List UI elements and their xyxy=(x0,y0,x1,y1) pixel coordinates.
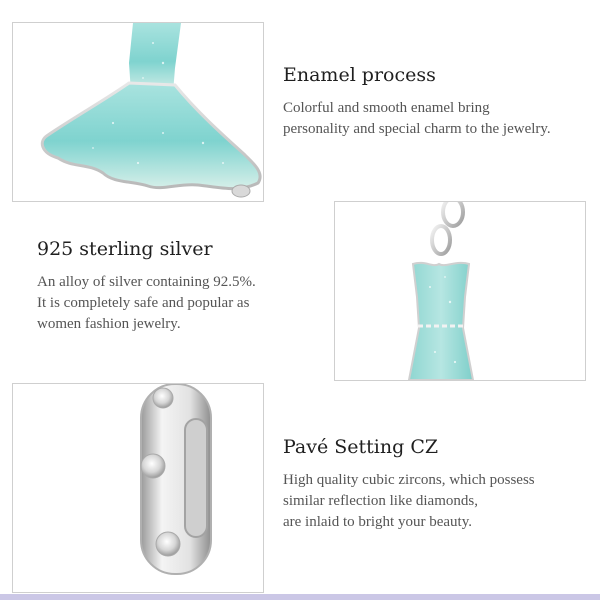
mermaid-tail-enamel-image xyxy=(13,23,263,201)
sterling-silver-heading: 925 sterling silver xyxy=(37,238,213,260)
sterling-silver-section xyxy=(37,238,256,335)
enamel-process-line-2: personality and special charm to the jewelry. xyxy=(283,121,551,137)
enamel-image-frame xyxy=(12,22,264,202)
pave-setting-line-2: similar reflection like diamonds, xyxy=(283,493,478,509)
pave-setting-heading: Pavé Setting CZ xyxy=(283,436,439,458)
sterling-silver-line-1: An alloy of silver containing 92.5%. xyxy=(37,274,256,290)
cz-image-frame xyxy=(12,383,264,593)
pave-setting-line-3: are inlaid to bright your beauty. xyxy=(283,514,472,530)
sterling-silver-line-3: women fashion jewelry. xyxy=(37,316,181,332)
sterling-silver-line-2: It is completely safe and popular as xyxy=(37,295,250,311)
silver-image-frame xyxy=(334,201,586,381)
pave-setting-section xyxy=(283,436,535,533)
dress-charm-silver-image xyxy=(335,202,585,380)
enamel-process-line-1: Colorful and smooth enamel bring xyxy=(283,100,490,116)
bottom-accent-bar xyxy=(0,594,600,600)
enamel-process-heading: Enamel process xyxy=(283,64,436,86)
pave-setting-line-1: High quality cubic zircons, which possess xyxy=(283,472,535,488)
spacer-ring-cz-image xyxy=(13,384,263,592)
enamel-process-section xyxy=(283,64,551,140)
